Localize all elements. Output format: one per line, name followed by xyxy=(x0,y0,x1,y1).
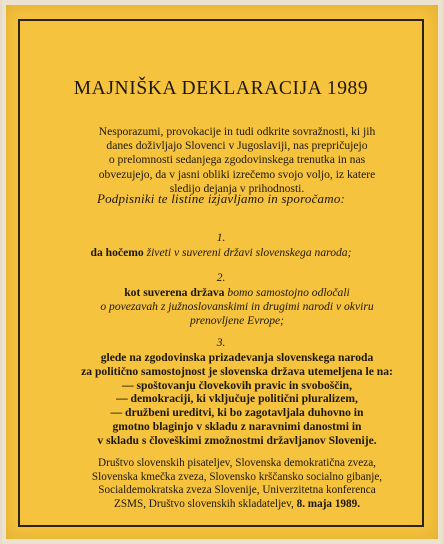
declaration-poster xyxy=(6,5,438,539)
page-title: MAJNIŠKA DEKLARACIJA 1989 xyxy=(73,78,369,99)
preamble-line: sledijo dejanja v prihodnosti. xyxy=(169,181,305,195)
point-number-3: 3. xyxy=(216,337,226,349)
footer-last: ZSMS, Društvo slovenskih skladateljev, xyxy=(113,497,294,510)
point-1 xyxy=(20,246,422,259)
point-2-line xyxy=(42,286,432,300)
point-2-line xyxy=(42,300,432,314)
declaration-date: 8. maja 1989. xyxy=(296,497,360,510)
point-2-italic: o povezavah z južnoslovanskimi in drugimi narodi v okviru xyxy=(100,299,374,313)
footer-line xyxy=(42,498,432,512)
poster-border xyxy=(18,19,424,527)
point-2 xyxy=(42,286,432,327)
point-2-italic: prenovljene Evrope; xyxy=(189,313,285,327)
point-3-line: glede na zgodovinska prizadevanja slovenskega naroda xyxy=(100,351,374,364)
point-3 xyxy=(40,351,434,448)
point-3-line: — družbeni ureditvi, ki bo zagotavljala duhovno in xyxy=(110,406,364,420)
point-1-italic: živeti v suvereni državi slovenskega naroda; xyxy=(146,246,352,259)
point-2-italic: bomo samostojno odločali xyxy=(227,286,350,299)
preamble-line: obvezujejo, da v jasni obliki izrečemo svojo voljo, iz katere xyxy=(98,167,376,181)
signatories-intro: Podpisniki te listine izjavljamo in sporočamo: xyxy=(96,191,346,206)
preamble-line: danes doživljajo Slovenci v Jugoslaviji, nas prepričujejo xyxy=(106,139,368,153)
footer-line: Socialdemokratska zveza Slovenije, Univerzitetna konferenca xyxy=(98,484,376,497)
signatories-list xyxy=(42,457,432,511)
preamble xyxy=(42,125,432,196)
point-3-line: — spoštovanju človekovih pravic in svoboščin, xyxy=(122,378,352,392)
point-3-line: — demokraciji, ki vključuje politični pluralizem, xyxy=(116,392,358,406)
footer-line: Društvo slovenskih pisateljev, Slovenska demokratična zveza, xyxy=(98,457,376,469)
point-2-bold: kot suverena država xyxy=(124,286,225,299)
point-3-line: gmotno blaginjo v skladu z naravnimi danostmi in xyxy=(112,419,362,433)
point-number-2: 2. xyxy=(216,272,226,284)
preamble-line: Nesporazumi, provokacije in tudi odkrite sovražnosti, ki jih xyxy=(98,125,376,138)
point-2-line xyxy=(42,314,432,328)
point-number-1: 1. xyxy=(216,232,226,244)
preamble-line: o prelomnosti sedanjega zgodovinskega trenutka in nas xyxy=(108,153,366,167)
point-1-bold: da hočemo xyxy=(90,246,144,259)
point-3-line: v skladu s človeškimi zmožnostmi državljanov Slovenije. xyxy=(97,433,377,447)
point-3-line: za politično samostojnost je slovenska država utemeljena le na: xyxy=(81,364,393,378)
footer-line: Slovenska kmečka zveza, Slovensko krščansko socialno gibanje, xyxy=(91,470,383,483)
